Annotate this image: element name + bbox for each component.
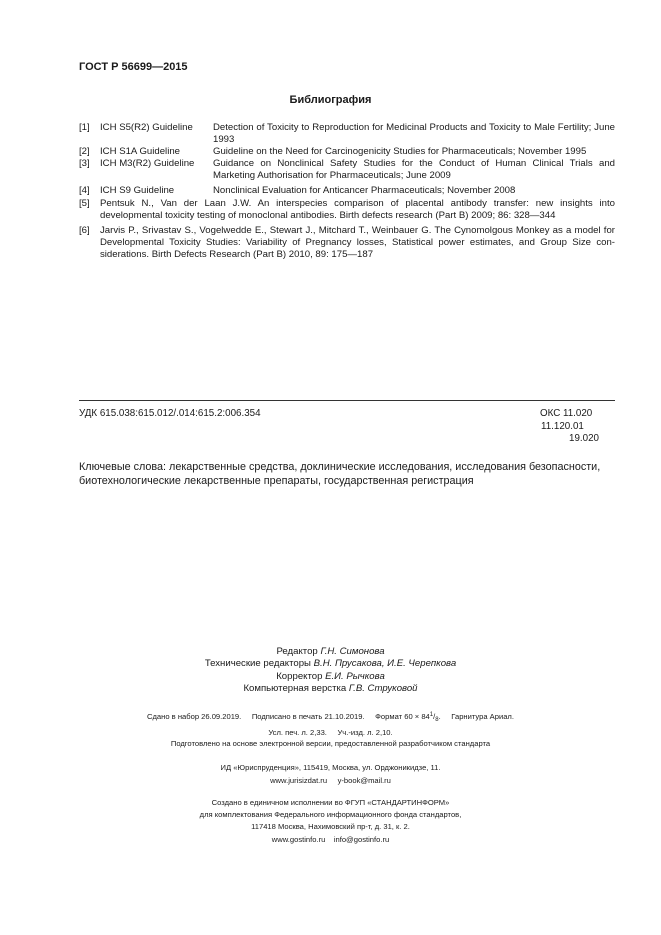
ref-number: [1] bbox=[79, 122, 90, 133]
ref-text: Guidance on Nonclinical Safety Studies for the Conduct of Human Clinical Trials and Marketing Authorisation for Pharmaceuticals; June 2009 bbox=[213, 158, 615, 181]
publisher-site-link[interactable]: www.jurisizdat.ru bbox=[270, 775, 328, 785]
publisher-address: ИД «Юриспруденция», 115419, Москва, ул. Орджоникидзе, 11. bbox=[220, 763, 441, 772]
ref-source: ICH S9 Guideline bbox=[100, 185, 175, 196]
editor-name: Г.Н. Симонова bbox=[320, 646, 385, 657]
editor-label: Редактор bbox=[276, 646, 318, 657]
bibliography-item bbox=[0, 225, 661, 261]
separator-line bbox=[79, 400, 615, 401]
publisher-sheets: Уч.-изд. л. 2,10. bbox=[337, 727, 393, 737]
production-line-3: 117418 Москва, Нахимовский пр-т, д. 31, к. 2. bbox=[251, 822, 410, 832]
ref-text: Nonclinical Evaluation for Anticancer Pharmaceuticals; November 2008 bbox=[213, 185, 516, 196]
imprint-line-1 bbox=[0, 709, 661, 727]
publisher-block bbox=[0, 762, 661, 787]
production-site-link[interactable]: www.gostinfo.ru bbox=[271, 834, 326, 844]
credits-block bbox=[0, 646, 661, 696]
udk-code: УДК 615.038:615.012/.014:615.2:006.354 bbox=[79, 408, 261, 419]
production-contacts bbox=[0, 834, 661, 846]
corrector-line bbox=[0, 671, 661, 683]
submitted-date: Сдано в набор 26.09.2019. bbox=[147, 712, 242, 721]
oks-code: 19.020 bbox=[569, 433, 599, 444]
production-block bbox=[0, 797, 661, 846]
bibliography-title: Библиография bbox=[289, 94, 372, 106]
ref-number: [6] bbox=[79, 225, 90, 236]
production-email-link[interactable]: info@gostinfo.ru bbox=[333, 834, 390, 844]
ref-text: Jarvis P., Srivastav S., Vogelwedde E., Stewart J., Mitchard T., Weinbauer G. The Cynomolgous Monkey as a model for Developmental Toxicity Studies: Variability of Pregnancy losses, Statistical power estimates, and Group Size considerations. Birth Defects Research (Part B) 2010, 89: 175—187 bbox=[100, 225, 615, 260]
layout-label: Компьютерная верстка bbox=[243, 683, 347, 695]
ref-text: Detection of Toxicity to Reproduction for Medicinal Products and Toxicity to Male Fertility; June 1993 bbox=[213, 122, 615, 145]
publisher-contacts bbox=[0, 775, 661, 788]
bibliography-item bbox=[0, 158, 661, 182]
oks-code: ОКС 11.020 bbox=[540, 408, 593, 419]
oks-codes bbox=[540, 408, 599, 446]
ref-number: [4] bbox=[79, 185, 90, 196]
production-line-1: Создано в единичном исполнении во ФГУП «СТАНДАРТИНФОРМ» bbox=[211, 798, 450, 807]
production-line-2: для комплектования Федерального информационного фонда стандартов, bbox=[199, 810, 462, 820]
prepared-note: Подготовлено на основе электронной версии, предоставленной разработчиком стандарта bbox=[170, 739, 491, 748]
corrector-label: Корректор bbox=[276, 670, 323, 682]
signed-date: Подписано в печать 21.10.2019. bbox=[251, 712, 365, 721]
keywords: Ключевые слова: лекарственные средства, доклинические исследования, исследования безопасности, биотехнологические лекарственные препараты, государственная регистрация bbox=[79, 461, 601, 487]
ref-source: ICH S1A Guideline bbox=[100, 146, 180, 157]
tech-editors-label: Технические редакторы bbox=[204, 658, 311, 670]
format-denominator: 8 bbox=[435, 717, 439, 723]
ref-number: [3] bbox=[79, 158, 90, 169]
tech-editors-line bbox=[0, 658, 661, 670]
imprint-block bbox=[0, 709, 661, 739]
format-label: Формат 60 × 84 bbox=[375, 712, 430, 721]
publisher-email-link[interactable]: y-book@mail.ru bbox=[337, 775, 391, 785]
corrector-name: Е.И. Рычкова bbox=[325, 670, 385, 682]
layout-line bbox=[0, 683, 661, 695]
oks-code: 11.120.01 bbox=[541, 420, 584, 432]
printed-sheets: Усл. печ. л. 2,33. bbox=[268, 727, 327, 737]
format-numerator: 1 bbox=[429, 712, 434, 718]
tech-editors-names: В.Н. Прусакова, И.Е. Черепкова bbox=[313, 658, 457, 670]
ref-source: ICH M3(R2) Guideline bbox=[100, 158, 195, 169]
editor-line bbox=[0, 646, 661, 658]
ref-number: [5] bbox=[79, 198, 90, 209]
layout-name: Г.В. Струковой bbox=[348, 683, 418, 695]
imprint-line-2 bbox=[0, 727, 661, 740]
ref-text: Guideline on the Need for Carcinogenicity Studies for Pharmaceuticals; November 1995 bbox=[213, 146, 587, 157]
bibliography-item bbox=[0, 185, 661, 197]
format: Формат $60 \times 84^1/_8$. bbox=[375, 712, 441, 723]
bibliography-item bbox=[0, 146, 661, 158]
ref-source: ICH S5(R2) Guideline bbox=[100, 122, 193, 133]
standard-number: ГОСТ Р 56699—2015 bbox=[79, 61, 188, 73]
bibliography-item bbox=[0, 122, 661, 146]
ref-text: Pentsuk N., Van der Laan J.W. An interspecies comparison of placental antibody transfer: new insights into developmental toxicity testing of monoclonal antibodies. Birth defects research (Part B) 2009; 86: 328—344 bbox=[100, 198, 615, 221]
ref-number: [2] bbox=[79, 146, 90, 157]
typeface: Гарнитура Ариал. bbox=[451, 712, 514, 721]
